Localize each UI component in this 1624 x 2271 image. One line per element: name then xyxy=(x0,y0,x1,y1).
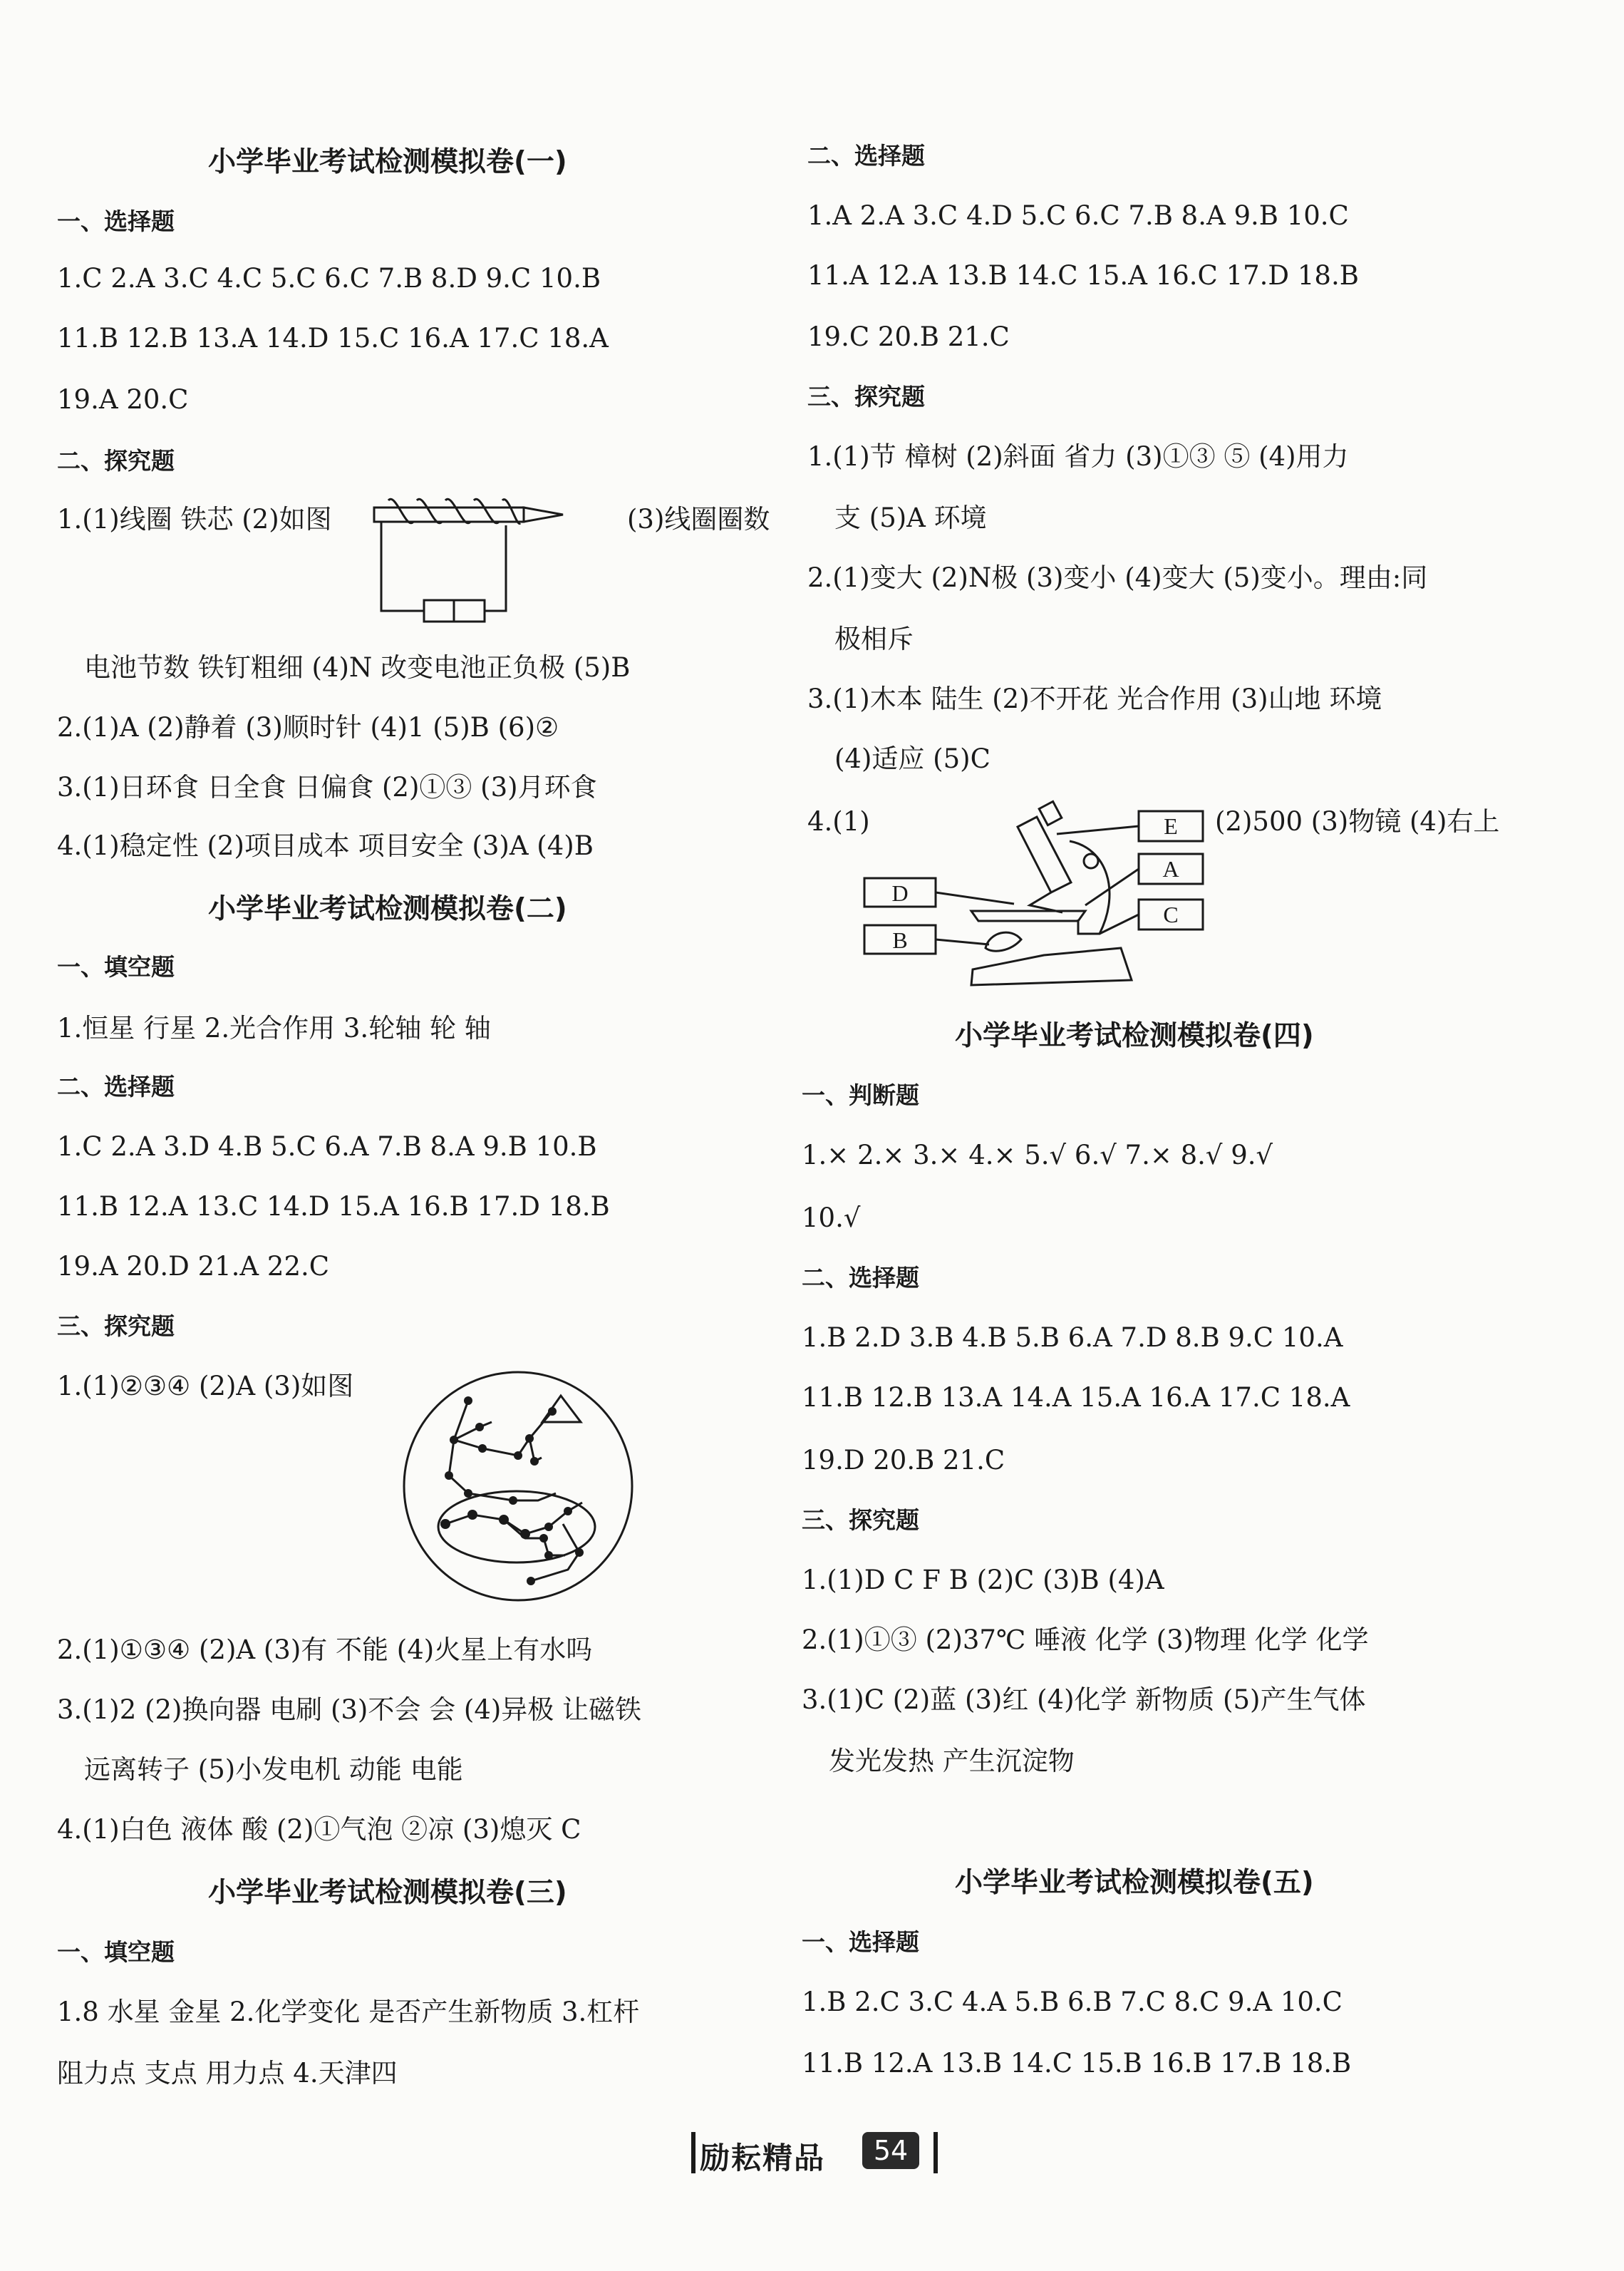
answer-line: 4.(1)稳定性 (2)项目成本 项目安全 (3)A (4)B xyxy=(57,830,594,861)
brand-logo: 励耘精品 xyxy=(700,2141,826,2175)
answer-line: 1.(1)节 樟树 (2)斜面 省力 (3)①③ ⑤ (4)用力 xyxy=(807,441,1349,472)
subsection-heading: 二、选择题 xyxy=(802,1264,919,1292)
microscope-label-d: D xyxy=(891,880,909,906)
answer-line: 1.恒星 行星 2.光合作用 3.轮轴 轮 轴 xyxy=(57,1013,491,1044)
footer-bar xyxy=(691,2132,695,2173)
subsection-heading: 三、探究题 xyxy=(807,383,925,411)
answer-line: 电池节数 铁钉粗细 (4)N 改变电池正负极 (5)B xyxy=(84,652,631,683)
answer-line: 19.C 20.B 21.C xyxy=(807,321,1010,352)
answer-line: 11.A 12.A 13.B 14.C 15.A 16.C 17.D 18.B xyxy=(807,260,1359,291)
answer-line: 1.C 2.A 3.C 4.C 5.C 6.C 7.B 8.D 9.C 10.B xyxy=(57,263,601,294)
answer-line: 1.C 2.A 3.D 4.B 5.C 6.A 7.B 8.A 9.B 10.B xyxy=(57,1131,597,1162)
answer-line: 11.B 12.B 13.A 14.D 15.C 16.A 17.C 18.A xyxy=(57,323,609,354)
answer-line: 1.× 2.× 3.× 4.× 5.√ 6.√ 7.× 8.√ 9.√ xyxy=(802,1140,1273,1170)
answer-line: 远离转子 (5)小发电机 动能 电能 xyxy=(84,1754,463,1785)
section-title: 小学毕业考试检测模拟卷(二) xyxy=(208,893,567,925)
answer-line: 11.B 12.A 13.C 14.D 15.A 16.B 17.D 18.B xyxy=(57,1191,610,1222)
subsection-heading: 一、填空题 xyxy=(57,1938,175,1966)
answer-line: 1.A 2.A 3.C 4.D 5.C 6.C 7.B 8.A 9.B 10.C xyxy=(807,200,1349,231)
section-title: 小学毕业考试检测模拟卷(一) xyxy=(208,146,567,178)
answer-line: 1.B 2.C 3.C 4.A 5.B 6.B 7.C 8.C 9.A 10.C xyxy=(802,1987,1343,2017)
electromagnet-diagram xyxy=(374,493,645,629)
answer-line: 11.B 12.A 13.B 14.C 15.B 16.B 17.B 18.B xyxy=(802,2048,1352,2079)
answer-line: 19.A 20.C xyxy=(57,384,189,415)
answer-line: 1.8 水星 金星 2.化学变化 是否产生新物质 3.杠杆 xyxy=(57,1997,640,2027)
answer-line: 2.(1)变大 (2)N极 (3)变小 (4)变大 (5)变小。理由:同 xyxy=(807,562,1428,593)
microscope-diagram xyxy=(864,798,1263,991)
answer-line: (3)线圈圈数 xyxy=(627,504,770,535)
answer-line: 极相斥 xyxy=(834,624,914,654)
answer-line: 2.(1)①③ (2)37℃ 唾液 化学 (3)物理 化学 化学 xyxy=(802,1624,1369,1655)
page-number: 54 xyxy=(862,2132,919,2169)
answer-line: 11.B 12.B 13.A 14.A 15.A 16.A 17.C 18.A xyxy=(802,1382,1350,1413)
answer-line: 10.√ xyxy=(802,1203,861,1233)
microscope-label-b: B xyxy=(892,927,908,953)
answer-line: 2.(1)A (2)静着 (3)顺时针 (4)1 (5)B (6)② xyxy=(57,712,559,743)
answer-line: 4.(1) xyxy=(807,806,870,837)
microscope-label-e: E xyxy=(1164,813,1178,839)
answer-line: 19.A 20.D 21.A 22.C xyxy=(57,1251,330,1282)
answer-line: 1.B 2.D 3.B 4.B 5.B 6.A 7.D 8.B 9.C 10.A xyxy=(802,1322,1343,1353)
subsection-heading: 一、选择题 xyxy=(57,207,175,235)
subsection-heading: 一、填空题 xyxy=(57,953,175,981)
answer-line: (2)500 (3)物镜 (4)右上 xyxy=(1215,806,1500,837)
answer-line: 3.(1)C (2)蓝 (3)红 (4)化学 新物质 (5)产生气体 xyxy=(802,1684,1366,1715)
answer-line: 1.(1)D C F B (2)C (3)B (4)A xyxy=(802,1565,1164,1595)
footer-bar xyxy=(933,2132,938,2173)
answer-line: 支 (5)A 环境 xyxy=(834,503,987,533)
answer-line: 4.(1)白色 液体 酸 (2)①气泡 ②凉 (3)熄灭 C xyxy=(57,1814,581,1845)
answer-line: 3.(1)木本 陆生 (2)不开花 光合作用 (3)山地 环境 xyxy=(807,684,1382,714)
subsection-heading: 二、选择题 xyxy=(807,142,925,170)
microscope-label-a: A xyxy=(1162,856,1179,882)
answer-line: 1.(1)线圈 铁芯 (2)如图 xyxy=(57,504,332,535)
subsection-heading: 三、探究题 xyxy=(802,1506,919,1534)
page-footer xyxy=(691,2128,955,2178)
constellation-diagram xyxy=(403,1369,631,1604)
subsection-heading: 二、探究题 xyxy=(57,447,175,475)
subsection-heading: 三、探究题 xyxy=(57,1312,175,1340)
answer-line: 1.(1)②③④ (2)A (3)如图 xyxy=(57,1371,354,1401)
answer-line: 2.(1)①③④ (2)A (3)有 不能 (4)火星上有水吗 xyxy=(57,1634,593,1665)
section-title: 小学毕业考试检测模拟卷(三) xyxy=(208,1877,567,1909)
answer-line: 3.(1)2 (2)换向器 电刷 (3)不会 会 (4)异极 让磁铁 xyxy=(57,1694,642,1725)
subsection-heading: 二、选择题 xyxy=(57,1073,175,1101)
answer-line: 发光发热 产生沉淀物 xyxy=(829,1746,1075,1776)
subsection-heading: 一、判断题 xyxy=(802,1081,919,1109)
microscope-label-c: C xyxy=(1163,902,1179,927)
subsection-heading: 一、选择题 xyxy=(802,1928,919,1956)
answer-line: (4)适应 (5)C xyxy=(834,743,991,774)
answer-line: 19.D 20.B 21.C xyxy=(802,1445,1005,1476)
section-title: 小学毕业考试检测模拟卷(五) xyxy=(955,1867,1314,1899)
section-title: 小学毕业考试检测模拟卷(四) xyxy=(955,1020,1314,1052)
answer-line: 阻力点 支点 用力点 4.天津四 xyxy=(57,2058,398,2089)
answer-line: 3.(1)日环食 日全食 日偏食 (2)①③ (3)月环食 xyxy=(57,772,597,803)
